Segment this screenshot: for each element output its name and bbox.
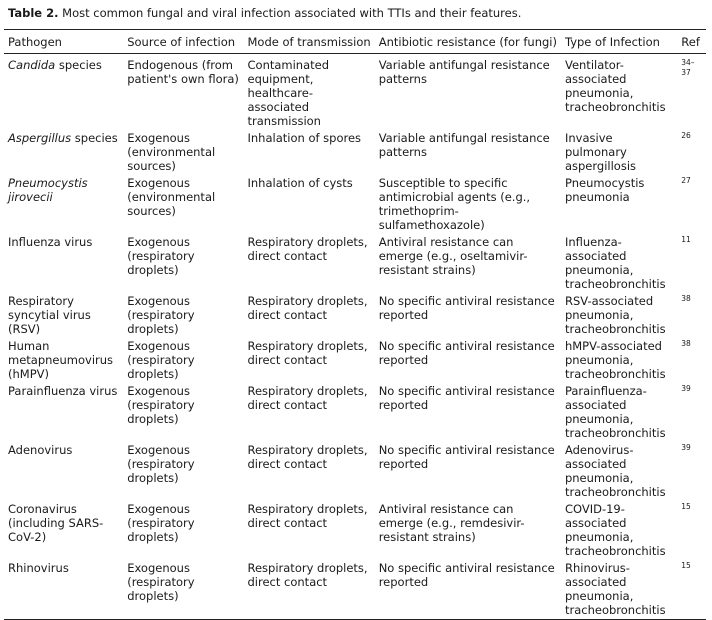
cell-resistance: No specific antiviral resistance reported bbox=[378, 561, 555, 589]
cell-mode: Contaminated equipment, healthcare-associated transmission bbox=[247, 58, 330, 128]
reference-superscript: 39 bbox=[681, 384, 691, 393]
cell-source: Exogenous (respiratory droplets) bbox=[127, 443, 195, 485]
cell-source: Exogenous (respiratory droplets) bbox=[127, 502, 195, 544]
cell-mode: Respiratory droplets, direct contact bbox=[247, 235, 368, 263]
cell-resistance: Antiviral resistance can emerge (e.g., oseltamivir-resistant strains) bbox=[378, 235, 528, 277]
cell-pathogen bbox=[4, 54, 123, 131]
cell-mode: Inhalation of cysts bbox=[247, 176, 353, 190]
infection-table bbox=[4, 29, 706, 620]
cell-pathogen bbox=[4, 293, 123, 338]
cell-type: Invasive pulmonary aspergillosis bbox=[564, 131, 637, 173]
cell-ref bbox=[677, 501, 706, 560]
cell-resistance: Variable antifungal resistance patterns bbox=[378, 131, 550, 159]
cell-mode: Respiratory droplets, direct contact bbox=[247, 502, 368, 530]
cell-type: Rhinovirus-associated pneumonia, tracheobronchitis bbox=[564, 561, 666, 617]
pathogen-name: Coronavirus (including SARS-CoV-2) bbox=[8, 502, 104, 544]
cell-type: Pneumocystis pneumonia bbox=[564, 176, 645, 204]
table-row bbox=[4, 501, 706, 560]
pathogen-name: Parainfluenza virus bbox=[8, 384, 118, 398]
table-row bbox=[4, 234, 706, 293]
cell-resistance: Variable antifungal resistance patterns bbox=[378, 58, 550, 86]
cell-mode: Respiratory droplets, direct contact bbox=[247, 561, 368, 589]
cell-ref bbox=[677, 560, 706, 620]
cell-mode: Respiratory droplets, direct contact bbox=[247, 384, 368, 412]
reference-superscript: 27 bbox=[681, 176, 691, 185]
cell-type: Parainfluenza-associated pneumonia, tracheobronchitis bbox=[564, 384, 666, 440]
header-resistance: Antibiotic resistance (for fungi) bbox=[378, 35, 557, 49]
cell-mode: Respiratory droplets, direct contact bbox=[247, 443, 368, 471]
cell-resistance: No specific antiviral resistance reported bbox=[378, 339, 555, 367]
cell-source: Endogenous (from patient's own flora) bbox=[127, 58, 239, 86]
cell-pathogen bbox=[4, 501, 123, 560]
pathogen-name: Human metapneumovirus (hMPV) bbox=[8, 339, 117, 381]
reference-superscript: 34–37 bbox=[681, 58, 695, 77]
pathogen-name: species bbox=[71, 131, 118, 145]
cell-pathogen bbox=[4, 130, 123, 175]
reference-superscript: 38 bbox=[681, 294, 691, 303]
cell-ref bbox=[677, 383, 706, 442]
pathogen-name: Adenovirus bbox=[8, 443, 73, 457]
table-caption-label: Table 2. bbox=[8, 6, 59, 20]
reference-superscript: 15 bbox=[681, 502, 691, 511]
pathogen-name: Rhinovirus bbox=[8, 561, 69, 575]
reference-superscript: 11 bbox=[681, 235, 691, 244]
pathogen-name: species bbox=[55, 58, 102, 72]
reference-superscript: 26 bbox=[681, 131, 691, 140]
cell-pathogen bbox=[4, 338, 123, 383]
cell-type: RSV-associated pneumonia, tracheobronchitis bbox=[564, 294, 666, 336]
pathogen-name: Respiratory syncytial virus (RSV) bbox=[8, 294, 95, 336]
cell-mode: Respiratory droplets, direct contact bbox=[247, 339, 368, 367]
cell-source: Exogenous (respiratory droplets) bbox=[127, 235, 195, 277]
table-row bbox=[4, 442, 706, 501]
cell-source: Exogenous (respiratory droplets) bbox=[127, 339, 195, 381]
cell-type: hMPV-associated pneumonia, tracheobronchitis bbox=[564, 339, 666, 381]
cell-pathogen bbox=[4, 234, 123, 293]
table-row bbox=[4, 383, 706, 442]
header-mode: Mode of transmission bbox=[247, 35, 371, 49]
cell-pathogen bbox=[4, 560, 123, 620]
cell-ref bbox=[677, 130, 706, 175]
cell-source: Exogenous (respiratory droplets) bbox=[127, 561, 195, 603]
cell-ref bbox=[677, 175, 706, 234]
reference-superscript: 15 bbox=[681, 561, 691, 570]
cell-type: Influenza-associated pneumonia, tracheobronchitis bbox=[564, 235, 666, 291]
reference-superscript: 38 bbox=[681, 339, 691, 348]
cell-source: Exogenous (environmental sources) bbox=[127, 176, 216, 218]
pathogen-name: Influenza virus bbox=[8, 235, 93, 249]
cell-source: Exogenous (respiratory droplets) bbox=[127, 294, 195, 336]
cell-ref bbox=[677, 338, 706, 383]
cell-mode: Respiratory droplets, direct contact bbox=[247, 294, 368, 322]
table-caption bbox=[8, 6, 521, 20]
table-row bbox=[4, 560, 706, 620]
cell-resistance: No specific antiviral resistance reported bbox=[378, 384, 555, 412]
cell-pathogen bbox=[4, 383, 123, 442]
table-row bbox=[4, 130, 706, 175]
cell-pathogen bbox=[4, 175, 123, 234]
cell-source: Exogenous (respiratory droplets) bbox=[127, 384, 195, 426]
table-row bbox=[4, 54, 706, 131]
cell-type: COVID-19-associated pneumonia, tracheobronchitis bbox=[564, 502, 666, 558]
table-row bbox=[4, 293, 706, 338]
table-row bbox=[4, 338, 706, 383]
pathogen-italic-name: Aspergillus bbox=[8, 131, 72, 145]
cell-type: Ventilator-associated pneumonia, tracheobronchitis bbox=[564, 58, 666, 114]
cell-source: Exogenous (environmental sources) bbox=[127, 131, 216, 173]
cell-ref bbox=[677, 293, 706, 338]
table-caption-text: Most common fungal and viral infection associated with TTIs and their features. bbox=[62, 6, 522, 20]
header-ref: Ref bbox=[681, 35, 700, 49]
cell-resistance: No specific antiviral resistance reported bbox=[378, 294, 555, 322]
pathogen-italic-name: Pneumocystis jirovecii bbox=[8, 176, 88, 204]
cell-pathogen bbox=[4, 442, 123, 501]
header-type: Type of Infection bbox=[564, 35, 660, 49]
header-source: Source of infection bbox=[127, 35, 236, 49]
cell-type: Adenovirus-associated pneumonia, tracheobronchitis bbox=[564, 443, 666, 499]
pathogen-italic-name: Candida bbox=[8, 58, 56, 72]
reference-superscript: 39 bbox=[681, 443, 691, 452]
table-row bbox=[4, 175, 706, 234]
header-pathogen: Pathogen bbox=[8, 35, 62, 49]
cell-ref bbox=[677, 234, 706, 293]
cell-ref bbox=[677, 54, 706, 131]
cell-ref bbox=[677, 442, 706, 501]
cell-mode: Inhalation of spores bbox=[247, 131, 362, 145]
table-header-row bbox=[4, 30, 706, 54]
cell-resistance: Antiviral resistance can emerge (e.g., remdesivir-resistant strains) bbox=[378, 502, 525, 544]
cell-resistance: No specific antiviral resistance reported bbox=[378, 443, 555, 471]
cell-resistance: Susceptible to specific antimicrobial agents (e.g., trimethoprim-sulfamethoxazole) bbox=[378, 176, 531, 232]
